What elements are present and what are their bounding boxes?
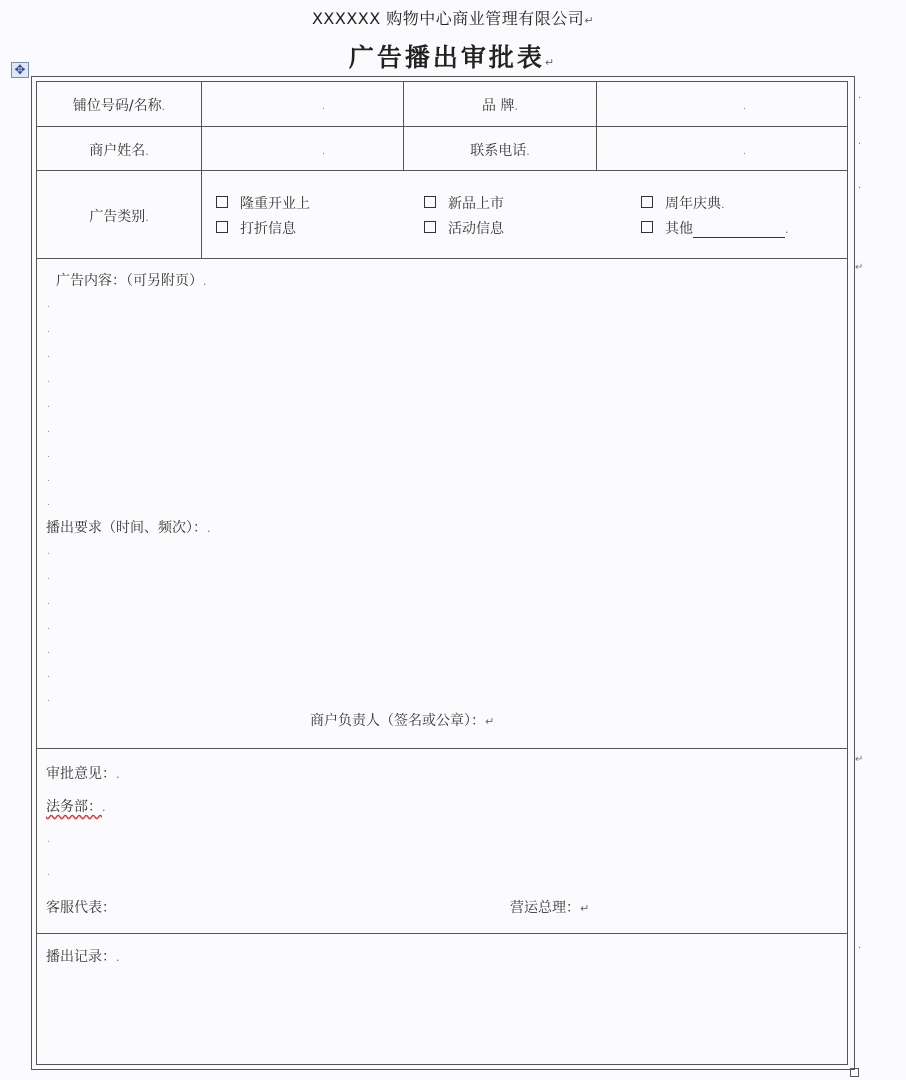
option-anniversary[interactable]: 周年庆典. <box>641 193 725 213</box>
row-divider <box>36 126 848 127</box>
empty-line-mark: . <box>47 646 50 656</box>
row-end-mark: . <box>858 180 862 191</box>
empty-line-mark: . <box>47 498 50 508</box>
empty-line-mark: . <box>47 325 50 335</box>
table-resize-handle[interactable] <box>850 1068 859 1077</box>
row-divider <box>36 170 848 171</box>
paragraph-mark-icon: ↵ <box>584 14 595 27</box>
phone-label: 联系电话. <box>470 143 530 159</box>
empty-line-mark: . <box>47 375 50 385</box>
company-name-text: XXXXXX 购物中心商业管理有限公司 <box>311 9 585 28</box>
empty-line-mark: . <box>47 835 50 845</box>
approval-label: 审批意见：. <box>46 766 120 782</box>
row-divider <box>36 258 848 259</box>
legal-dept-label: 法务部：. <box>46 799 106 815</box>
empty-line-mark: . <box>47 450 50 460</box>
cell-end-mark: . <box>322 147 325 157</box>
empty-line-mark: . <box>47 350 50 360</box>
broadcast-record-label: 播出记录：. <box>46 949 120 965</box>
empty-line-mark: . <box>47 400 50 410</box>
broadcast-requirement-label: 播出要求（时间、频次）：. <box>46 520 211 536</box>
ad-category-label: 广告类别. <box>89 209 149 225</box>
column-divider <box>596 81 597 170</box>
empty-line-mark: . <box>47 597 50 607</box>
form-title <box>0 38 906 74</box>
merchant-signature-label: 商户负责人（签名或公章）：↵ <box>310 713 495 729</box>
company-name <box>0 6 906 29</box>
operations-manager-label: 营运总理：↵ <box>510 900 590 916</box>
checkbox[interactable] <box>216 196 228 208</box>
empty-line-mark: . <box>47 474 50 484</box>
empty-line-mark: . <box>47 547 50 557</box>
row-divider <box>36 748 848 749</box>
checkbox[interactable] <box>424 196 436 208</box>
option-discount[interactable]: 打折信息 <box>216 218 296 238</box>
other-blank-line[interactable] <box>693 224 785 238</box>
empty-line-mark: . <box>47 670 50 680</box>
cell-end-mark: . <box>743 147 746 157</box>
empty-line-mark: . <box>47 622 50 632</box>
row-end-mark: ↵ <box>855 262 864 273</box>
merchant-name-label: 商户姓名. <box>89 143 149 159</box>
row-divider <box>36 933 848 934</box>
empty-line-mark: . <box>47 694 50 704</box>
ad-content-label: 广告内容：（可另附页）. <box>56 273 207 289</box>
brand-label: 品 牌. <box>482 98 518 114</box>
row-end-mark: . <box>858 136 862 147</box>
empty-line-mark: . <box>47 572 50 582</box>
cell-end-mark: . <box>322 102 325 112</box>
table-move-handle-icon[interactable]: ✥ <box>11 62 29 78</box>
option-grand-opening[interactable]: 隆重开业上 <box>216 193 310 213</box>
checkbox[interactable] <box>641 221 653 233</box>
shop-number-label: 铺位号码/名称. <box>72 98 166 114</box>
checkbox[interactable] <box>424 221 436 233</box>
form-title-text: 广告播出审批表 <box>348 43 545 72</box>
checkbox[interactable] <box>216 221 228 233</box>
option-new-product[interactable]: 新品上市 <box>424 193 504 213</box>
empty-line-mark: . <box>47 868 50 878</box>
column-divider <box>201 81 202 258</box>
empty-line-mark: . <box>47 300 50 310</box>
paragraph-mark-icon: ↵ <box>544 56 558 69</box>
option-other[interactable]: 其他 . <box>641 218 789 238</box>
row-end-mark: . <box>858 940 862 951</box>
row-end-mark: ↵ <box>855 754 864 765</box>
cell-end-mark: . <box>743 102 746 112</box>
option-event[interactable]: 活动信息 <box>424 218 504 238</box>
checkbox[interactable] <box>641 196 653 208</box>
empty-line-mark: . <box>47 425 50 435</box>
customer-service-label: 客服代表： <box>46 900 116 916</box>
row-end-mark: . <box>858 90 862 101</box>
